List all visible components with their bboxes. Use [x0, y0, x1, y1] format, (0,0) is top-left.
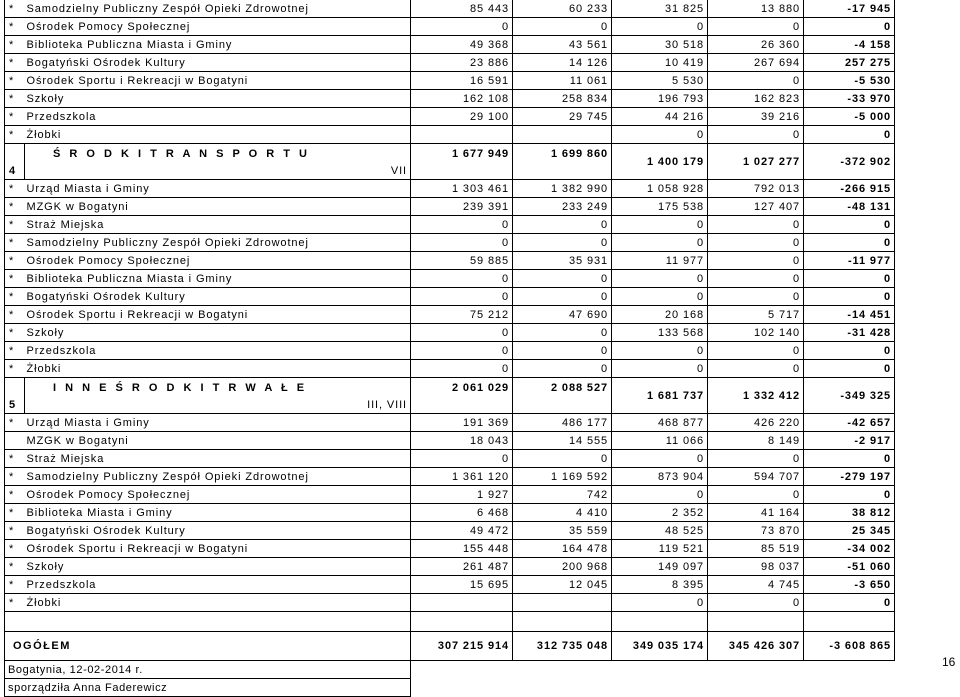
unit-name: Ośrodek Sportu i Rekreacji w Bogatyni [25, 72, 411, 90]
unit-name: Szkoły [25, 90, 411, 108]
unit-name: Przedszkola [25, 576, 411, 594]
value-c3: 0 [612, 216, 708, 234]
value-c2: 0 [513, 288, 612, 306]
total-row [5, 632, 895, 661]
footer-prepared-by: sporządziła Anna Faderewicz [5, 679, 411, 697]
value-c4: 26 360 [708, 36, 804, 54]
section-value-c1: 2 061 029 [411, 378, 513, 398]
section-empty [513, 163, 612, 180]
unit-name: MZGK w Bogatyni [25, 432, 411, 450]
value-c1: 18 043 [411, 432, 513, 450]
unit-name: Ośrodek Pomocy Społecznej [25, 486, 411, 504]
unit-name: Samodzielny Publiczny Zespół Opieki Zdrowotnej [25, 468, 411, 486]
empty-cell [804, 679, 895, 697]
value-c3: 133 568 [612, 324, 708, 342]
table-row [5, 342, 895, 360]
difference-value: 0 [804, 216, 895, 234]
unit-name: Ośrodek Pomocy Społecznej [25, 18, 411, 36]
value-c4: 39 216 [708, 108, 804, 126]
difference-value: 0 [804, 288, 895, 306]
value-c1 [411, 126, 513, 144]
value-c3: 10 419 [612, 54, 708, 72]
value-c4: 102 140 [708, 324, 804, 342]
value-c1: 239 391 [411, 198, 513, 216]
total-value-c4: 345 426 307 [708, 632, 804, 661]
table-row [5, 576, 895, 594]
unit-name: Żłobki [25, 594, 411, 612]
value-c3: 0 [612, 126, 708, 144]
section-title-text: Ś R O D K I T R A N S P O R T U [53, 147, 310, 160]
value-c1: 15 695 [411, 576, 513, 594]
section-empty [411, 163, 513, 180]
section-value-c2: 1 699 860 [513, 144, 612, 164]
row-marker: * [5, 54, 25, 72]
section-value-c1: 1 677 949 [411, 144, 513, 164]
value-c3: 196 793 [612, 90, 708, 108]
unit-name: Ośrodek Pomocy Społecznej [25, 252, 411, 270]
difference-value: 257 275 [804, 54, 895, 72]
row-marker: * [5, 522, 25, 540]
value-c3: 0 [612, 270, 708, 288]
value-c2: 12 045 [513, 576, 612, 594]
section-empty [513, 397, 612, 414]
row-marker: * [5, 270, 25, 288]
difference-value: 25 345 [804, 522, 895, 540]
asset-table [4, 0, 895, 697]
value-c4: 13 880 [708, 0, 804, 18]
value-c2: 742 [513, 486, 612, 504]
value-c4: 0 [708, 450, 804, 468]
section-code: III, VIII [25, 397, 411, 414]
value-c2: 0 [513, 450, 612, 468]
row-marker: * [5, 486, 25, 504]
value-c2: 233 249 [513, 198, 612, 216]
value-c3: 48 525 [612, 522, 708, 540]
difference-value: -17 945 [804, 0, 895, 18]
value-c3: 119 521 [612, 540, 708, 558]
value-c4: 426 220 [708, 414, 804, 432]
value-c3: 44 216 [612, 108, 708, 126]
value-c2: 200 968 [513, 558, 612, 576]
value-c2: 4 410 [513, 504, 612, 522]
section-title-text: I N N E Ś R O D K I T R W A Ł E [53, 381, 308, 394]
section-value-c2: 2 088 527 [513, 378, 612, 398]
value-c1: 75 212 [411, 306, 513, 324]
row-marker: * [5, 90, 25, 108]
unit-name: Ośrodek Sportu i Rekreacji w Bogatyni [25, 306, 411, 324]
value-c2: 258 834 [513, 90, 612, 108]
empty-cell [708, 661, 804, 679]
value-c3: 0 [612, 288, 708, 306]
empty-cell [612, 661, 708, 679]
value-c2: 0 [513, 270, 612, 288]
empty-cell [708, 679, 804, 697]
row-marker: * [5, 36, 25, 54]
row-marker: * [5, 108, 25, 126]
table-row [5, 54, 895, 72]
difference-value: 0 [804, 486, 895, 504]
value-c1: 0 [411, 270, 513, 288]
row-marker: * [5, 342, 25, 360]
difference-value: 0 [804, 126, 895, 144]
difference-value: -266 915 [804, 180, 895, 198]
section-header [5, 378, 895, 398]
row-marker: * [5, 324, 25, 342]
difference-value: -34 002 [804, 540, 895, 558]
value-c1: 0 [411, 324, 513, 342]
difference-value: 0 [804, 18, 895, 36]
table-row [5, 36, 895, 54]
section-number: 4 [5, 144, 25, 180]
value-c3: 1 058 928 [612, 180, 708, 198]
value-c3: 873 904 [612, 468, 708, 486]
value-c1: 0 [411, 18, 513, 36]
value-c1: 1 361 120 [411, 468, 513, 486]
table-row [5, 360, 895, 378]
table-row [5, 252, 895, 270]
row-marker: * [5, 72, 25, 90]
row-marker: * [5, 450, 25, 468]
table-row [5, 414, 895, 432]
table-row [5, 540, 895, 558]
value-c1: 261 487 [411, 558, 513, 576]
value-c1 [411, 594, 513, 612]
value-c2: 0 [513, 216, 612, 234]
value-c2: 35 559 [513, 522, 612, 540]
value-c2: 0 [513, 342, 612, 360]
difference-value: 0 [804, 450, 895, 468]
table-row [5, 432, 895, 450]
table-row [5, 486, 895, 504]
total-value-diff: -3 608 865 [804, 632, 895, 661]
value-c3: 8 395 [612, 576, 708, 594]
empty-cell [612, 679, 708, 697]
value-c3: 0 [612, 486, 708, 504]
table-row [5, 72, 895, 90]
row-marker: * [5, 540, 25, 558]
value-c1: 23 886 [411, 54, 513, 72]
unit-name: Przedszkola [25, 342, 411, 360]
value-c4: 0 [708, 18, 804, 36]
difference-value: -2 917 [804, 432, 895, 450]
row-marker: * [5, 360, 25, 378]
empty-cell [411, 661, 513, 679]
unit-name: Biblioteka Publiczna Miasta i Gminy [25, 270, 411, 288]
value-c4: 0 [708, 486, 804, 504]
value-c2: 35 931 [513, 252, 612, 270]
section-code: VII [25, 163, 411, 180]
value-c4: 0 [708, 342, 804, 360]
unit-name: Bogatyński Ośrodek Kultury [25, 522, 411, 540]
unit-name: Bogatyński Ośrodek Kultury [25, 54, 411, 72]
row-marker: * [5, 576, 25, 594]
row-marker [5, 432, 25, 450]
value-c3: 2 352 [612, 504, 708, 522]
unit-name: Urząd Miasta i Gminy [25, 414, 411, 432]
value-c1: 49 472 [411, 522, 513, 540]
footer-place-date: Bogatynia, 12-02-2014 r. [5, 661, 411, 679]
value-c3: 11 066 [612, 432, 708, 450]
value-c3: 468 877 [612, 414, 708, 432]
value-c3: 0 [612, 18, 708, 36]
table-row [5, 558, 895, 576]
table-row [5, 90, 895, 108]
total-value-c3: 349 035 174 [612, 632, 708, 661]
value-c2: 11 061 [513, 72, 612, 90]
value-c1: 0 [411, 450, 513, 468]
value-c2: 60 233 [513, 0, 612, 18]
value-c4: 127 407 [708, 198, 804, 216]
difference-value: -279 197 [804, 468, 895, 486]
value-c4: 73 870 [708, 522, 804, 540]
table-row [5, 306, 895, 324]
difference-value: 0 [804, 270, 895, 288]
difference-value: 0 [804, 360, 895, 378]
unit-name: Samodzielny Publiczny Zespół Opieki Zdrowotnej [25, 234, 411, 252]
value-c3: 0 [612, 594, 708, 612]
value-c4: 0 [708, 594, 804, 612]
value-c1: 16 591 [411, 72, 513, 90]
value-c3: 149 097 [612, 558, 708, 576]
empty-cell [25, 612, 411, 632]
section-number: 5 [5, 378, 25, 414]
unit-name: Ośrodek Sportu i Rekreacji w Bogatyni [25, 540, 411, 558]
difference-value: -42 657 [804, 414, 895, 432]
value-c3: 20 168 [612, 306, 708, 324]
empty-cell [513, 679, 612, 697]
difference-value: -5 000 [804, 108, 895, 126]
section-empty [411, 397, 513, 414]
value-c3: 175 538 [612, 198, 708, 216]
row-marker: * [5, 0, 25, 18]
empty-cell [513, 661, 612, 679]
value-c1: 0 [411, 288, 513, 306]
difference-value: -4 158 [804, 36, 895, 54]
section-title [25, 378, 411, 398]
empty-cell [5, 612, 25, 632]
total-value-c2: 312 735 048 [513, 632, 612, 661]
unit-name: Bogatyński Ośrodek Kultury [25, 288, 411, 306]
value-c1: 1 303 461 [411, 180, 513, 198]
row-marker: * [5, 468, 25, 486]
value-c4: 0 [708, 126, 804, 144]
value-c2: 14 126 [513, 54, 612, 72]
table-row [5, 198, 895, 216]
value-c1: 191 369 [411, 414, 513, 432]
unit-name: Biblioteka Miasta i Gminy [25, 504, 411, 522]
section-difference: -372 902 [804, 144, 895, 180]
value-c1: 0 [411, 234, 513, 252]
value-c2: 0 [513, 18, 612, 36]
table-row [5, 324, 895, 342]
difference-value: 0 [804, 594, 895, 612]
value-c2: 1 169 592 [513, 468, 612, 486]
value-c1: 29 100 [411, 108, 513, 126]
value-c1: 49 368 [411, 36, 513, 54]
section-difference: -349 325 [804, 378, 895, 414]
table-row [5, 504, 895, 522]
empty-cell [513, 612, 612, 632]
value-c2: 29 745 [513, 108, 612, 126]
difference-value: -14 451 [804, 306, 895, 324]
value-c4: 8 149 [708, 432, 804, 450]
value-c4: 594 707 [708, 468, 804, 486]
section-value-c3: 1 400 179 [612, 144, 708, 180]
row-marker: * [5, 198, 25, 216]
unit-name: MZGK w Bogatyni [25, 198, 411, 216]
value-c2: 0 [513, 360, 612, 378]
difference-value: 0 [804, 342, 895, 360]
value-c2: 43 561 [513, 36, 612, 54]
difference-value: -11 977 [804, 252, 895, 270]
row-marker: * [5, 126, 25, 144]
value-c3: 0 [612, 360, 708, 378]
row-marker: * [5, 558, 25, 576]
value-c2 [513, 594, 612, 612]
empty-cell [411, 612, 513, 632]
difference-value: -5 530 [804, 72, 895, 90]
empty-cell [612, 612, 708, 632]
value-c4: 0 [708, 216, 804, 234]
row-marker: * [5, 216, 25, 234]
table-row [5, 522, 895, 540]
row-marker: * [5, 252, 25, 270]
difference-value: -31 428 [804, 324, 895, 342]
value-c1: 0 [411, 216, 513, 234]
empty-cell [411, 679, 513, 697]
difference-value: 0 [804, 234, 895, 252]
table-row [5, 216, 895, 234]
section-header [5, 144, 895, 164]
page-number: 16 [942, 655, 956, 669]
unit-name: Samodzielny Publiczny Zespół Opieki Zdrowotnej [25, 0, 411, 18]
value-c2: 486 177 [513, 414, 612, 432]
value-c2: 164 478 [513, 540, 612, 558]
value-c2: 47 690 [513, 306, 612, 324]
table-row [5, 594, 895, 612]
difference-value: -33 970 [804, 90, 895, 108]
value-c3: 0 [612, 450, 708, 468]
value-c4: 98 037 [708, 558, 804, 576]
value-c4: 5 717 [708, 306, 804, 324]
table-row [5, 108, 895, 126]
unit-name: Straż Miejska [25, 450, 411, 468]
difference-value: -3 650 [804, 576, 895, 594]
value-c4: 267 694 [708, 54, 804, 72]
table-row [5, 0, 895, 18]
value-c3: 30 518 [612, 36, 708, 54]
table-row [5, 126, 895, 144]
row-marker: * [5, 288, 25, 306]
value-c1: 162 108 [411, 90, 513, 108]
value-c4: 0 [708, 288, 804, 306]
value-c4: 41 164 [708, 504, 804, 522]
total-value-c1: 307 215 914 [411, 632, 513, 661]
table-row [5, 270, 895, 288]
value-c2: 0 [513, 324, 612, 342]
value-c2: 14 555 [513, 432, 612, 450]
blank-row [5, 612, 895, 632]
table-row [5, 288, 895, 306]
section-value-c3: 1 681 737 [612, 378, 708, 414]
value-c2 [513, 126, 612, 144]
value-c2: 1 382 990 [513, 180, 612, 198]
difference-value: -51 060 [804, 558, 895, 576]
value-c4: 4 745 [708, 576, 804, 594]
value-c4: 0 [708, 234, 804, 252]
table-row [5, 468, 895, 486]
value-c4: 0 [708, 72, 804, 90]
value-c4: 162 823 [708, 90, 804, 108]
footer-row [5, 661, 895, 679]
empty-cell [804, 612, 895, 632]
total-label: OGÓŁEM [5, 632, 411, 661]
difference-value: 38 812 [804, 504, 895, 522]
table-row [5, 180, 895, 198]
unit-name: Żłobki [25, 360, 411, 378]
row-marker: * [5, 414, 25, 432]
value-c1: 1 927 [411, 486, 513, 504]
unit-name: Przedszkola [25, 108, 411, 126]
value-c2: 0 [513, 234, 612, 252]
unit-name: Szkoły [25, 324, 411, 342]
value-c1: 0 [411, 360, 513, 378]
value-c1: 6 468 [411, 504, 513, 522]
unit-name: Biblioteka Publiczna Miasta i Gminy [25, 36, 411, 54]
row-marker: * [5, 180, 25, 198]
unit-name: Urząd Miasta i Gminy [25, 180, 411, 198]
value-c3: 5 530 [612, 72, 708, 90]
unit-name: Szkoły [25, 558, 411, 576]
value-c1: 85 443 [411, 0, 513, 18]
section-title [25, 144, 411, 164]
unit-name: Żłobki [25, 126, 411, 144]
value-c4: 0 [708, 270, 804, 288]
difference-value: -48 131 [804, 198, 895, 216]
value-c3: 31 825 [612, 0, 708, 18]
value-c4: 792 013 [708, 180, 804, 198]
value-c1: 155 448 [411, 540, 513, 558]
footer-row [5, 679, 895, 697]
value-c4: 0 [708, 252, 804, 270]
value-c1: 59 885 [411, 252, 513, 270]
section-value-c4: 1 027 277 [708, 144, 804, 180]
value-c3: 0 [612, 342, 708, 360]
empty-cell [708, 612, 804, 632]
row-marker: * [5, 306, 25, 324]
value-c3: 0 [612, 234, 708, 252]
table-row [5, 18, 895, 36]
row-marker: * [5, 594, 25, 612]
row-marker: * [5, 18, 25, 36]
table-row [5, 450, 895, 468]
unit-name: Straż Miejska [25, 216, 411, 234]
row-marker: * [5, 234, 25, 252]
value-c4: 85 519 [708, 540, 804, 558]
row-marker: * [5, 504, 25, 522]
empty-cell [804, 661, 895, 679]
section-value-c4: 1 332 412 [708, 378, 804, 414]
value-c4: 0 [708, 360, 804, 378]
value-c3: 11 977 [612, 252, 708, 270]
value-c1: 0 [411, 342, 513, 360]
table-row [5, 234, 895, 252]
